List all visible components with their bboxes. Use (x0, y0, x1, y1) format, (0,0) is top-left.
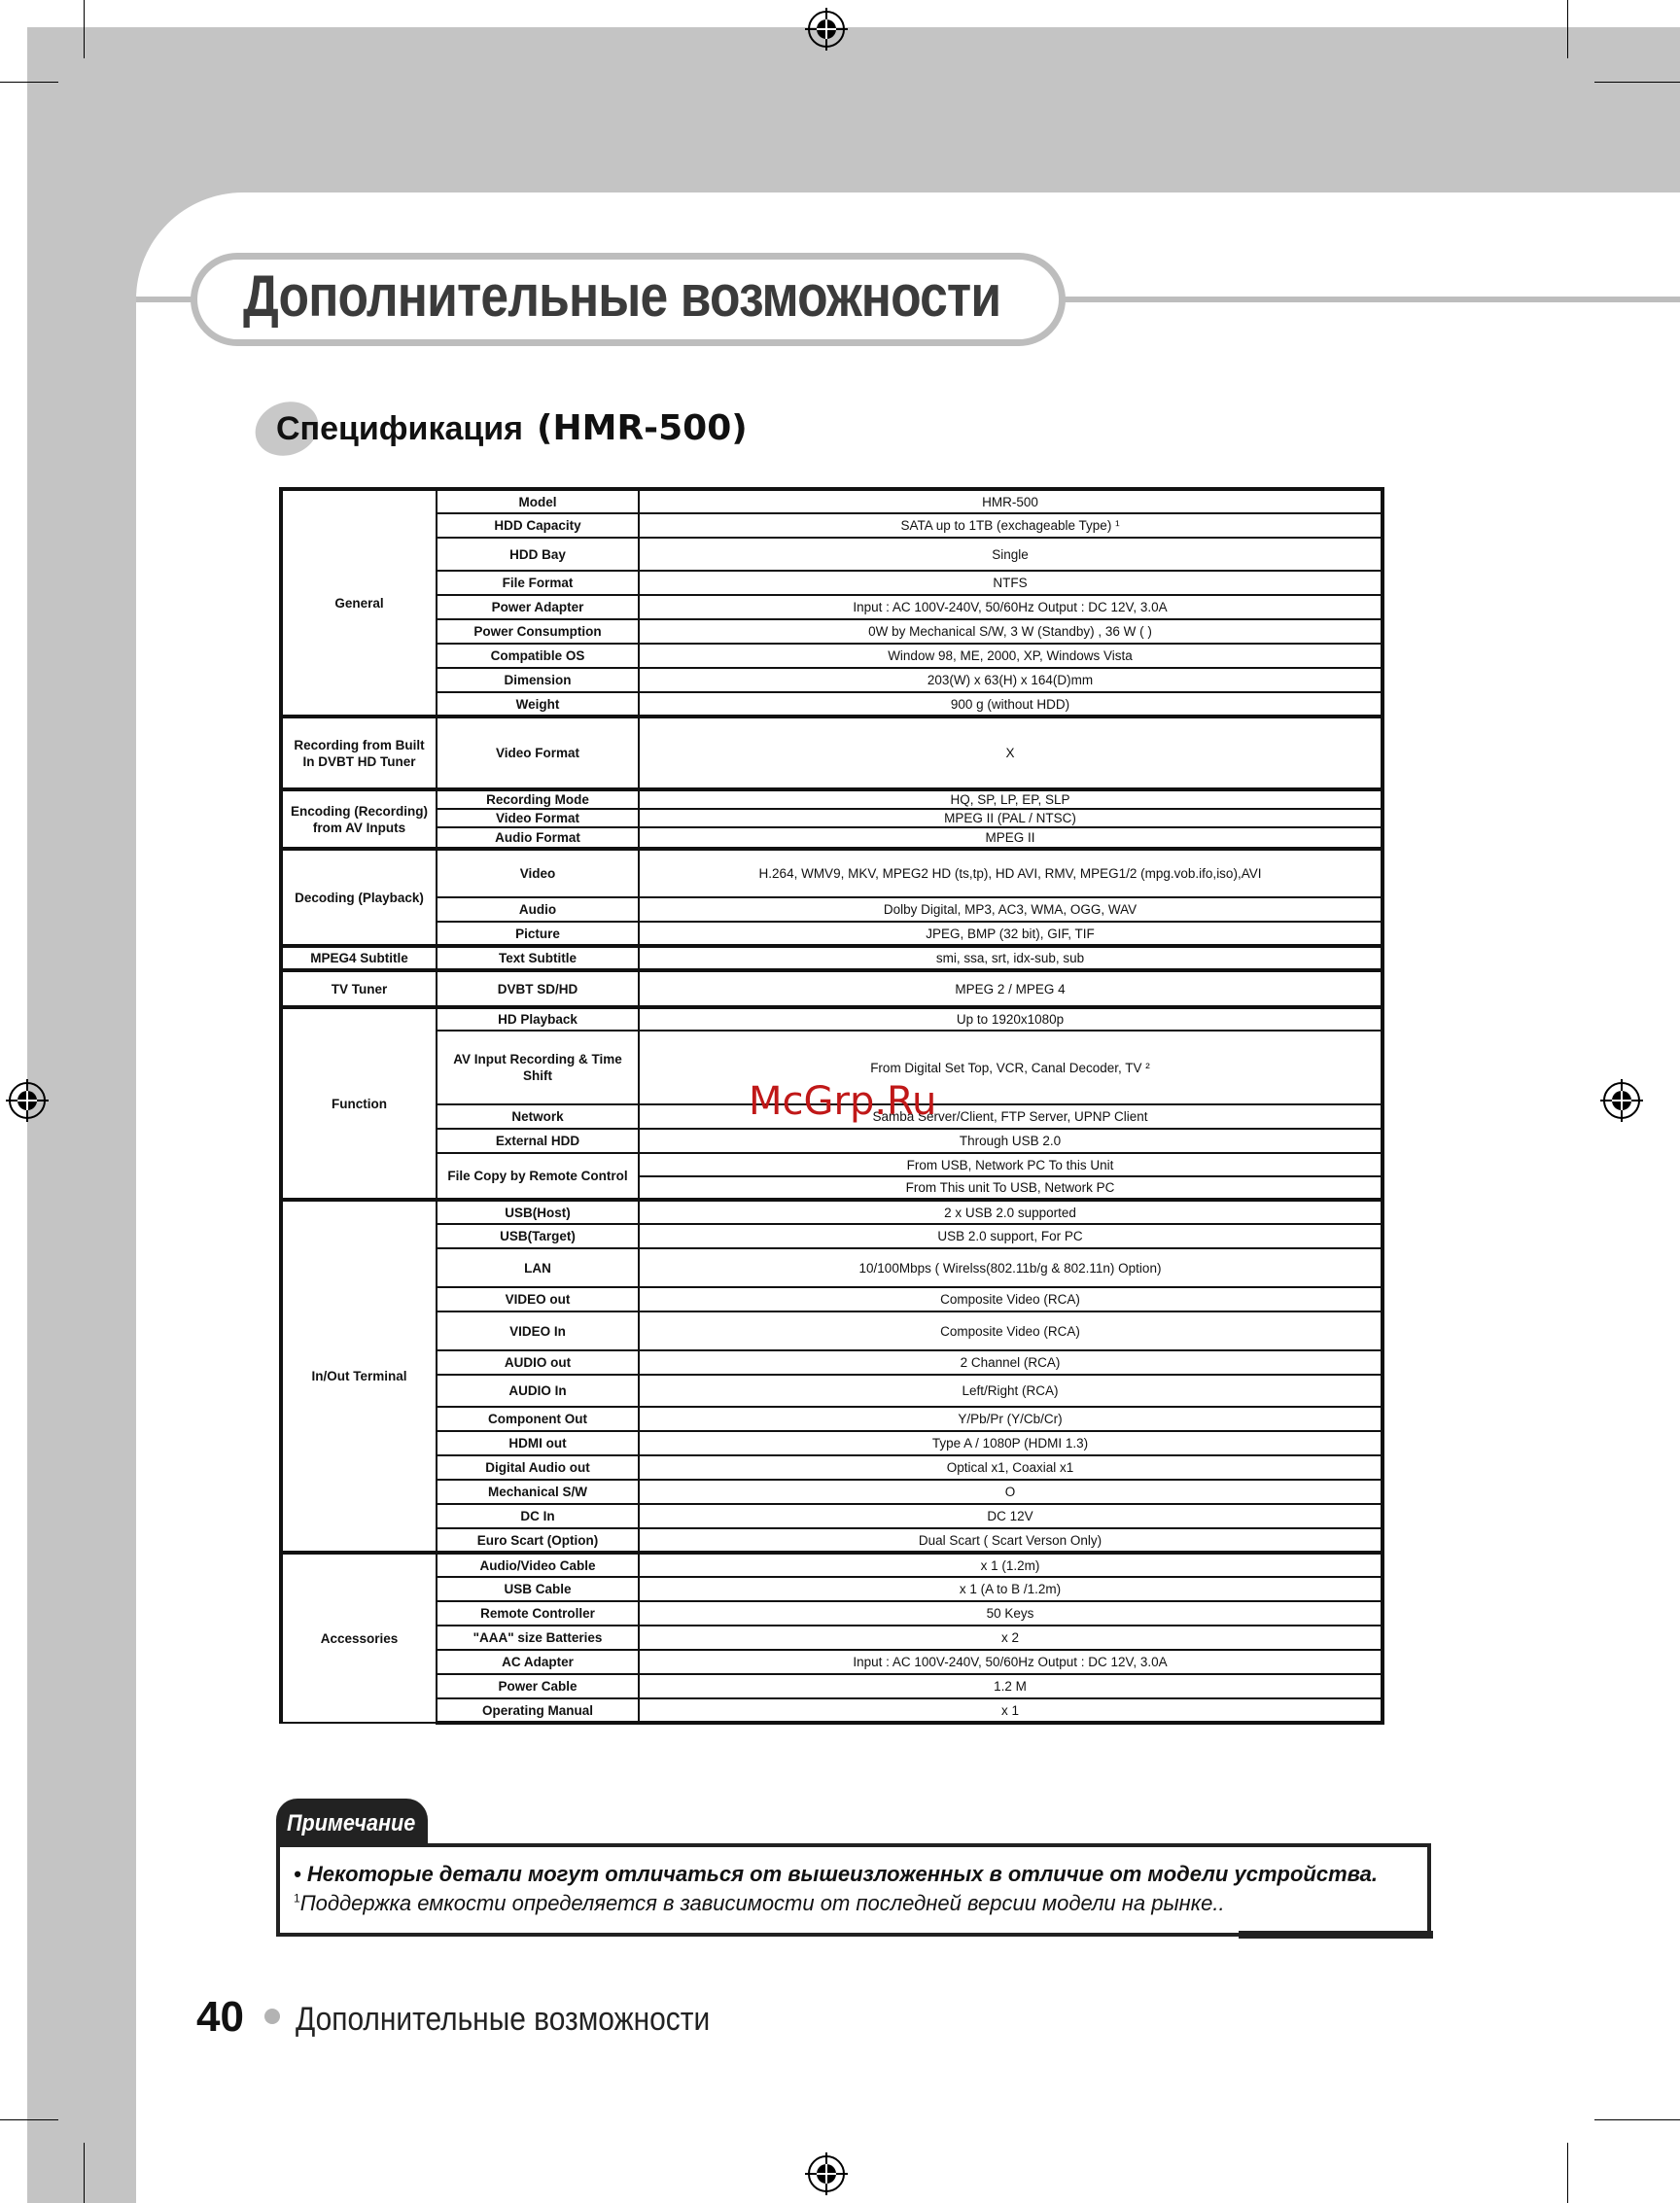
table-row (281, 489, 1382, 513)
crop-mark (1567, 2143, 1568, 2203)
crop-mark (1594, 82, 1680, 83)
table-row (281, 1224, 1382, 1248)
table-row (281, 595, 1382, 619)
section-model: (HMR-500) (537, 408, 748, 448)
note-line-2 (294, 1891, 1225, 1916)
table-row (281, 1504, 1382, 1528)
spec-item: Recording Mode (437, 789, 639, 809)
note-line-2-text: Поддержка емкости определяется в зависимости от последней версии модели на рынке.. (299, 1891, 1225, 1915)
watermark: McGrp.Ru (749, 1079, 937, 1124)
spec-item: USB Cable (437, 1577, 639, 1601)
spec-value: smi, ssa, srt, idx-sub, sub (639, 946, 1382, 970)
spec-item: DVBT SD/HD (437, 970, 639, 1007)
spec-item: Weight (437, 692, 639, 717)
table-row (281, 897, 1382, 922)
page-number: 40 (196, 1993, 244, 2041)
registration-mark-icon (6, 1079, 49, 1122)
table-row (281, 1287, 1382, 1311)
table-row (281, 1455, 1382, 1480)
table-row (281, 1311, 1382, 1350)
table-row (281, 922, 1382, 946)
note-line-1: • Некоторые детали могут отличаться от вышеизложенных в отличие от модели устройства. (294, 1862, 1378, 1886)
crop-mark (84, 0, 85, 58)
spec-item: HDD Capacity (437, 513, 639, 538)
table-row (281, 668, 1382, 692)
section-title (276, 408, 748, 448)
header-band (27, 27, 1680, 192)
table-row (281, 1528, 1382, 1553)
table-row (281, 692, 1382, 717)
spec-value: 900 g (without HDD) (639, 692, 1382, 717)
table-row (281, 946, 1382, 970)
spec-item: Power Cable (437, 1674, 639, 1698)
spec-item: Compatible OS (437, 644, 639, 668)
registration-mark-icon (1600, 1079, 1643, 1122)
table-row (281, 1350, 1382, 1375)
table-row (281, 827, 1382, 849)
spec-item: Power Adapter (437, 595, 639, 619)
spec-item: Audio Format (437, 827, 639, 849)
spec-value: Left/Right (RCA) (639, 1375, 1382, 1407)
table-row (281, 538, 1382, 571)
spec-value: 2 x USB 2.0 supported (639, 1200, 1382, 1224)
spec-item: File Format (437, 571, 639, 595)
table-row (281, 1577, 1382, 1601)
spec-item: Digital Audio out (437, 1455, 639, 1480)
spec-value: Composite Video (RCA) (639, 1311, 1382, 1350)
spec-value: From Digital Set Top, VCR, Canal Decoder, TV ² (639, 1031, 1382, 1104)
spec-value: MPEG II (PAL / NTSC) (639, 809, 1382, 827)
table-row (281, 571, 1382, 595)
registration-mark-icon (805, 2152, 848, 2195)
spec-item: HDD Bay (437, 538, 639, 571)
spec-value: Dual Scart ( Scart Verson Only) (639, 1528, 1382, 1553)
spec-value: USB 2.0 support, For PC (639, 1224, 1382, 1248)
spec-value: Window 98, ME, 2000, XP, Windows Vista (639, 644, 1382, 668)
spec-value: Type A / 1080P (HDMI 1.3) (639, 1431, 1382, 1455)
spec-category: Decoding (Playback) (281, 849, 437, 946)
spec-item: USB(Host) (437, 1200, 639, 1224)
spec-item: HD Playback (437, 1007, 639, 1031)
spec-category: Accessories (281, 1553, 437, 1723)
table-row (281, 1553, 1382, 1577)
spec-item: External HDD (437, 1129, 639, 1153)
table-row (281, 1200, 1382, 1224)
spec-category: TV Tuner (281, 970, 437, 1007)
spec-value: From USB, Network PC To this Unit (639, 1153, 1382, 1176)
spec-value: Through USB 2.0 (639, 1129, 1382, 1153)
crop-mark (0, 2119, 58, 2120)
spec-value: 203(W) x 63(H) x 164(D)mm (639, 668, 1382, 692)
spec-value: 1.2 M (639, 1674, 1382, 1698)
spec-category: Recording from Built In DVBT HD Tuner (281, 717, 437, 789)
table-row (281, 1601, 1382, 1626)
spec-item: Video (437, 849, 639, 897)
spec-value: 0W by Mechanical S/W, 3 W (Standby) , 36 W ( ) (639, 619, 1382, 644)
spec-item: AUDIO out (437, 1350, 639, 1375)
spec-value: 50 Keys (639, 1601, 1382, 1626)
spec-category: In/Out Terminal (281, 1200, 437, 1553)
table-row (281, 1480, 1382, 1504)
spec-value: x 2 (639, 1626, 1382, 1650)
footer-title: Дополнительные возможности (296, 2001, 711, 2038)
spec-value: NTFS (639, 571, 1382, 595)
spec-item: Remote Controller (437, 1601, 639, 1626)
table-row (281, 1626, 1382, 1650)
spec-item: Video Format (437, 717, 639, 789)
spec-item: AUDIO In (437, 1375, 639, 1407)
spec-item: USB(Target) (437, 1224, 639, 1248)
spec-item: Mechanical S/W (437, 1480, 639, 1504)
note-shadow (1239, 1931, 1433, 1939)
note-footnote-mark: 1 (294, 1891, 300, 1906)
spec-item: VIDEO In (437, 1311, 639, 1350)
spec-item: DC In (437, 1504, 639, 1528)
crop-mark (1567, 0, 1568, 58)
note-box (276, 1843, 1431, 1937)
table-row (281, 1375, 1382, 1407)
spec-value: Optical x1, Coaxial x1 (639, 1455, 1382, 1480)
spec-value: DC 12V (639, 1504, 1382, 1528)
spec-item: Picture (437, 922, 639, 946)
page-title: Дополнительные возможности (243, 263, 1001, 329)
bullet-icon (264, 2009, 280, 2024)
spec-value: Input : AC 100V-240V, 50/60Hz Output : DC 12V, 3.0A (639, 1650, 1382, 1674)
spec-item: Operating Manual (437, 1698, 639, 1723)
section-title-text: Спецификация (276, 410, 524, 447)
table-row (281, 1407, 1382, 1431)
spec-value: O (639, 1480, 1382, 1504)
table-row (281, 644, 1382, 668)
spec-value: HQ, SP, LP, EP, SLP (639, 789, 1382, 809)
table-row (281, 849, 1382, 897)
spec-item: Model (437, 489, 639, 513)
crop-mark (0, 82, 58, 83)
spec-category: MPEG4 Subtitle (281, 946, 437, 970)
spec-value: 10/100Mbps ( Wirelss(802.11b/g & 802.11n) Option) (639, 1248, 1382, 1287)
spec-item: AV Input Recording & Time Shift (437, 1031, 639, 1104)
spec-value: Up to 1920x1080p (639, 1007, 1382, 1031)
spec-value: Y/Pb/Pr (Y/Cb/Cr) (639, 1407, 1382, 1431)
spec-item: Network (437, 1104, 639, 1129)
spec-category: Function (281, 1007, 437, 1200)
table-row (281, 809, 1382, 827)
table-row (281, 1674, 1382, 1698)
spec-value: Input : AC 100V-240V, 50/60Hz Output : DC 12V, 3.0A (639, 595, 1382, 619)
spec-category: Encoding (Recording) from AV Inputs (281, 789, 437, 849)
table-row (281, 1007, 1382, 1031)
table-row (281, 717, 1382, 789)
spec-value: Samba Server/Client, FTP Server, UPNP Client (639, 1104, 1382, 1129)
table-row (281, 1698, 1382, 1723)
table-row (281, 1431, 1382, 1455)
spec-item: HDMI out (437, 1431, 639, 1455)
spec-item: Component Out (437, 1407, 639, 1431)
spec-item: Euro Scart (Option) (437, 1528, 639, 1553)
spec-item: LAN (437, 1248, 639, 1287)
table-row (281, 970, 1382, 1007)
spec-value: From This unit To USB, Network PC (639, 1176, 1382, 1200)
crop-mark (1594, 2119, 1680, 2120)
spec-value: MPEG 2 / MPEG 4 (639, 970, 1382, 1007)
spec-item: "AAA" size Batteries (437, 1626, 639, 1650)
table-row (281, 513, 1382, 538)
spec-item: Dimension (437, 668, 639, 692)
spec-item: Video Format (437, 809, 639, 827)
table-row (281, 1153, 1382, 1176)
spec-item: Audio/Video Cable (437, 1553, 639, 1577)
spec-item: Power Consumption (437, 619, 639, 644)
spec-value: 2 Channel (RCA) (639, 1350, 1382, 1375)
table-row (281, 619, 1382, 644)
spec-item: AC Adapter (437, 1650, 639, 1674)
spec-value: JPEG, BMP (32 bit), GIF, TIF (639, 922, 1382, 946)
spec-value: HMR-500 (639, 489, 1382, 513)
spec-value: MPEG II (639, 827, 1382, 849)
spec-value: X (639, 717, 1382, 789)
table-row (281, 789, 1382, 809)
spec-item: VIDEO out (437, 1287, 639, 1311)
table-row (281, 1129, 1382, 1153)
spec-category: General (281, 489, 437, 717)
spec-value: Single (639, 538, 1382, 571)
spec-value: Dolby Digital, MP3, AC3, WMA, OGG, WAV (639, 897, 1382, 922)
note-label: Примечание (287, 1810, 416, 1836)
spec-value: Composite Video (RCA) (639, 1287, 1382, 1311)
spec-value: x 1 (A to B /1.2m) (639, 1577, 1382, 1601)
spec-value: H.264, WMV9, MKV, MPEG2 HD (ts,tp), HD AVI, RMV, MPEG1/2 (mpg.vob.ifo,iso),AVI (639, 849, 1382, 897)
spec-value: SATA up to 1TB (exchageable Type) ¹ (639, 513, 1382, 538)
spec-item: Audio (437, 897, 639, 922)
registration-mark-icon (805, 8, 848, 51)
crop-mark (84, 2143, 85, 2203)
table-row (281, 1650, 1382, 1674)
spec-item: Text Subtitle (437, 946, 639, 970)
spec-value: x 1 (1.2m) (639, 1553, 1382, 1577)
spec-item: File Copy by Remote Control (437, 1153, 639, 1200)
table-row (281, 1248, 1382, 1287)
spec-value: x 1 (639, 1698, 1382, 1723)
